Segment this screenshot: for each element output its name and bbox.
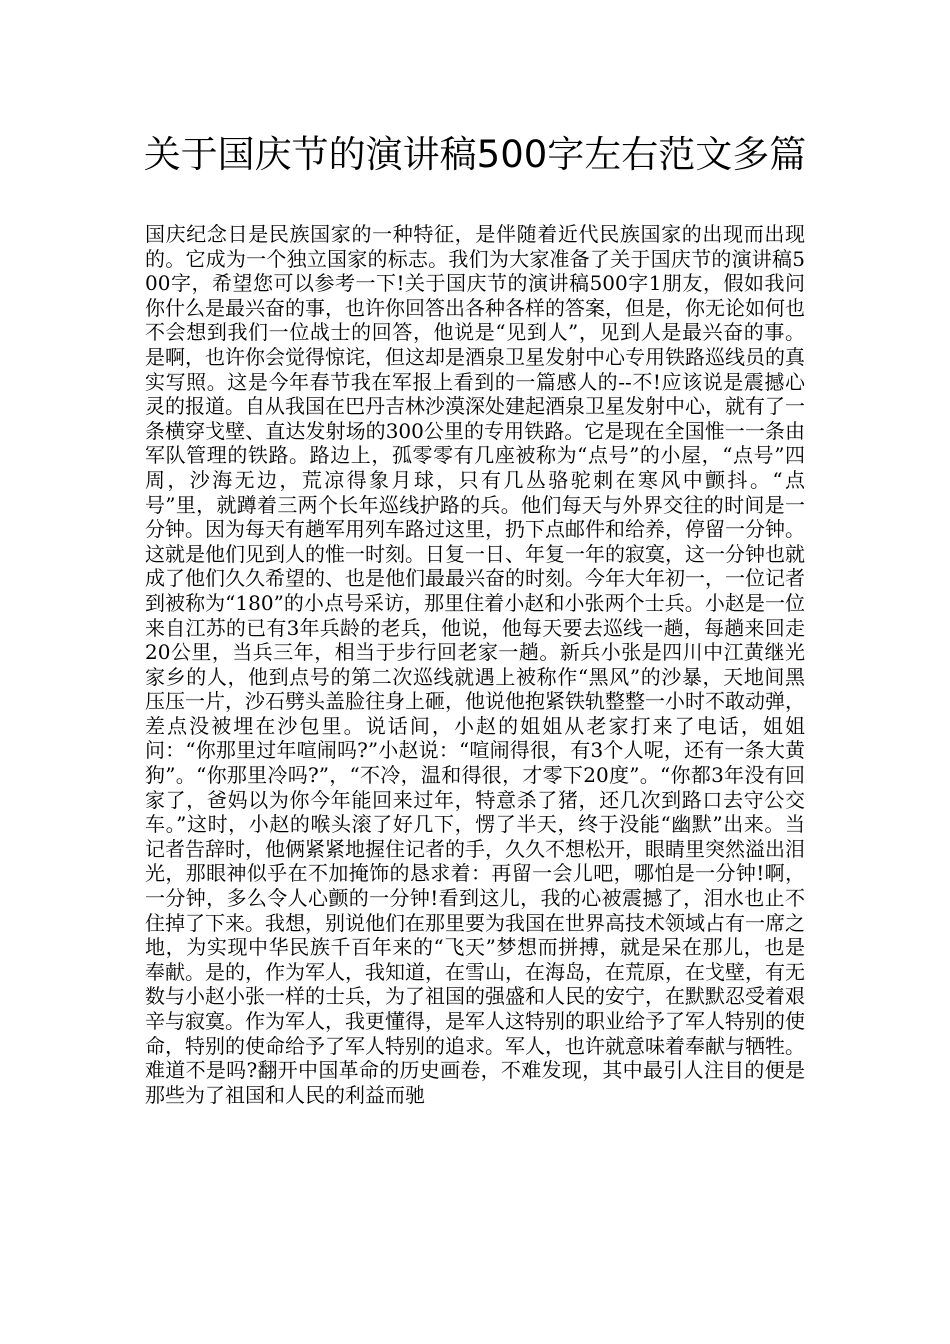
document-title: 关于国庆节的演讲稿500字左右范文多篇	[143, 133, 807, 176]
document-body-text: 国庆纪念日是民族国家的一种特征，是伴随着近代民族国家的出现而出现的。它成为一个独立国家的标志。我们为大家准备了关于国庆节的演讲稿500字，希望您可以参考一下!关于国庆节的演讲稿500字1朋友，假如我问你什么是最兴奋的事，也许你回答出各种各样的答案，但是，你无论如何也不会想到我们一位战士的回答，他说是“见到人”，见到人是最兴奋的事。是啊，也许你会觉得惊诧，但这却是酒泉卫星发射中心专用铁路巡线员的真实写照。这是今年春节我在军报上看到的一篇感人的--不!应该说是震撼心灵的报道。自从我国在巴丹吉林沙漠深处建起酒泉卫星发射中心，就有了一条横穿戈壁、直达发射场的300公里的专用铁路。它是现在全国惟一一条由军队管理的铁路。路边上，孤零零有几座被称为“点号”的小屋，“点号”四周，沙海无边，荒凉得象月球，只有几丛骆驼刺在寒风中颤抖。“点号”里，就蹲着三两个长年巡线护路的兵。他们每天与外界交往的时间是一分钟。因为每天有趟军用列车路过这里，扔下点邮件和给养，停留一分钟。这就是他们见到人的惟一时刻。日复一日、年复一年的寂寞，这一分钟也就成了他们久久希望的、也是他们最最兴奋的时刻。今年大年初一，一位记者到被称为“180”的小点号采访，那里住着小赵和小张两个士兵。小赵是一位来自江苏的已有3年兵龄的老兵，他说，他每天要去巡线一趟，每趟来回走20公里，当兵三年，相当于步行回老家一趟。新兵小张是四川中江黄继光家乡的人，他到点号的第二次巡线就遇上被称作“黑风”的沙暴，天地间黑压压一片，沙石劈头盖脸往身上砸，他说他抱紧铁轨整整一小时不敢动弹，差点没被埋在沙包里。说话间，小赵的姐姐从老家打来了电话，姐姐问：“你那里过年喧闹吗?”小赵说：“喧闹得很，有3个人呢，还有一条大黄狗”。“你那里冷吗?”，“不冷，温和得很，才零下20度”。“你都3年没有回家了，爸妈以为你今年能回来过年，特意杀了猪，还几次到路口去守公交车。”这时，小赵的喉头滚了好几下，愣了半天，终于没能“幽默”出来。当记者告辞时，他俩紧紧地握住记者的手，久久不想松开，眼睛里突然溢出泪光，那眼神似乎在不加掩饰的恳求着：再留一会儿吧，哪怕是一分钟!啊，一分钟，多么令人心颤的一分钟!看到这儿，我的心被震撼了，泪水也止不住掉了下来。我想，别说他们在那里要为我国在世界高技术领域占有一席之地，为实现中华民族千百年来的“飞天”梦想而拼搏，就是呆在那儿，也是奉献。是的，作为军人，我知道，在雪山，在海岛，在荒原，在戈壁，有无数与小赵小张一样的士兵，为了祖国的强盛和人民的安宁，在默默忍受着艰辛与寂寞。作为军人，我更懂得，是军人这特别的职业给予了军人特别的使命，特别的使命给予了军人特别的追求。军人，也许就意味着奉献与牺牲。难道不是吗?翻开中国革命的历史画卷，不难发现，其中最引人注目的便是那些为了祖国和人民的利益而驰	[145, 222, 805, 1107]
